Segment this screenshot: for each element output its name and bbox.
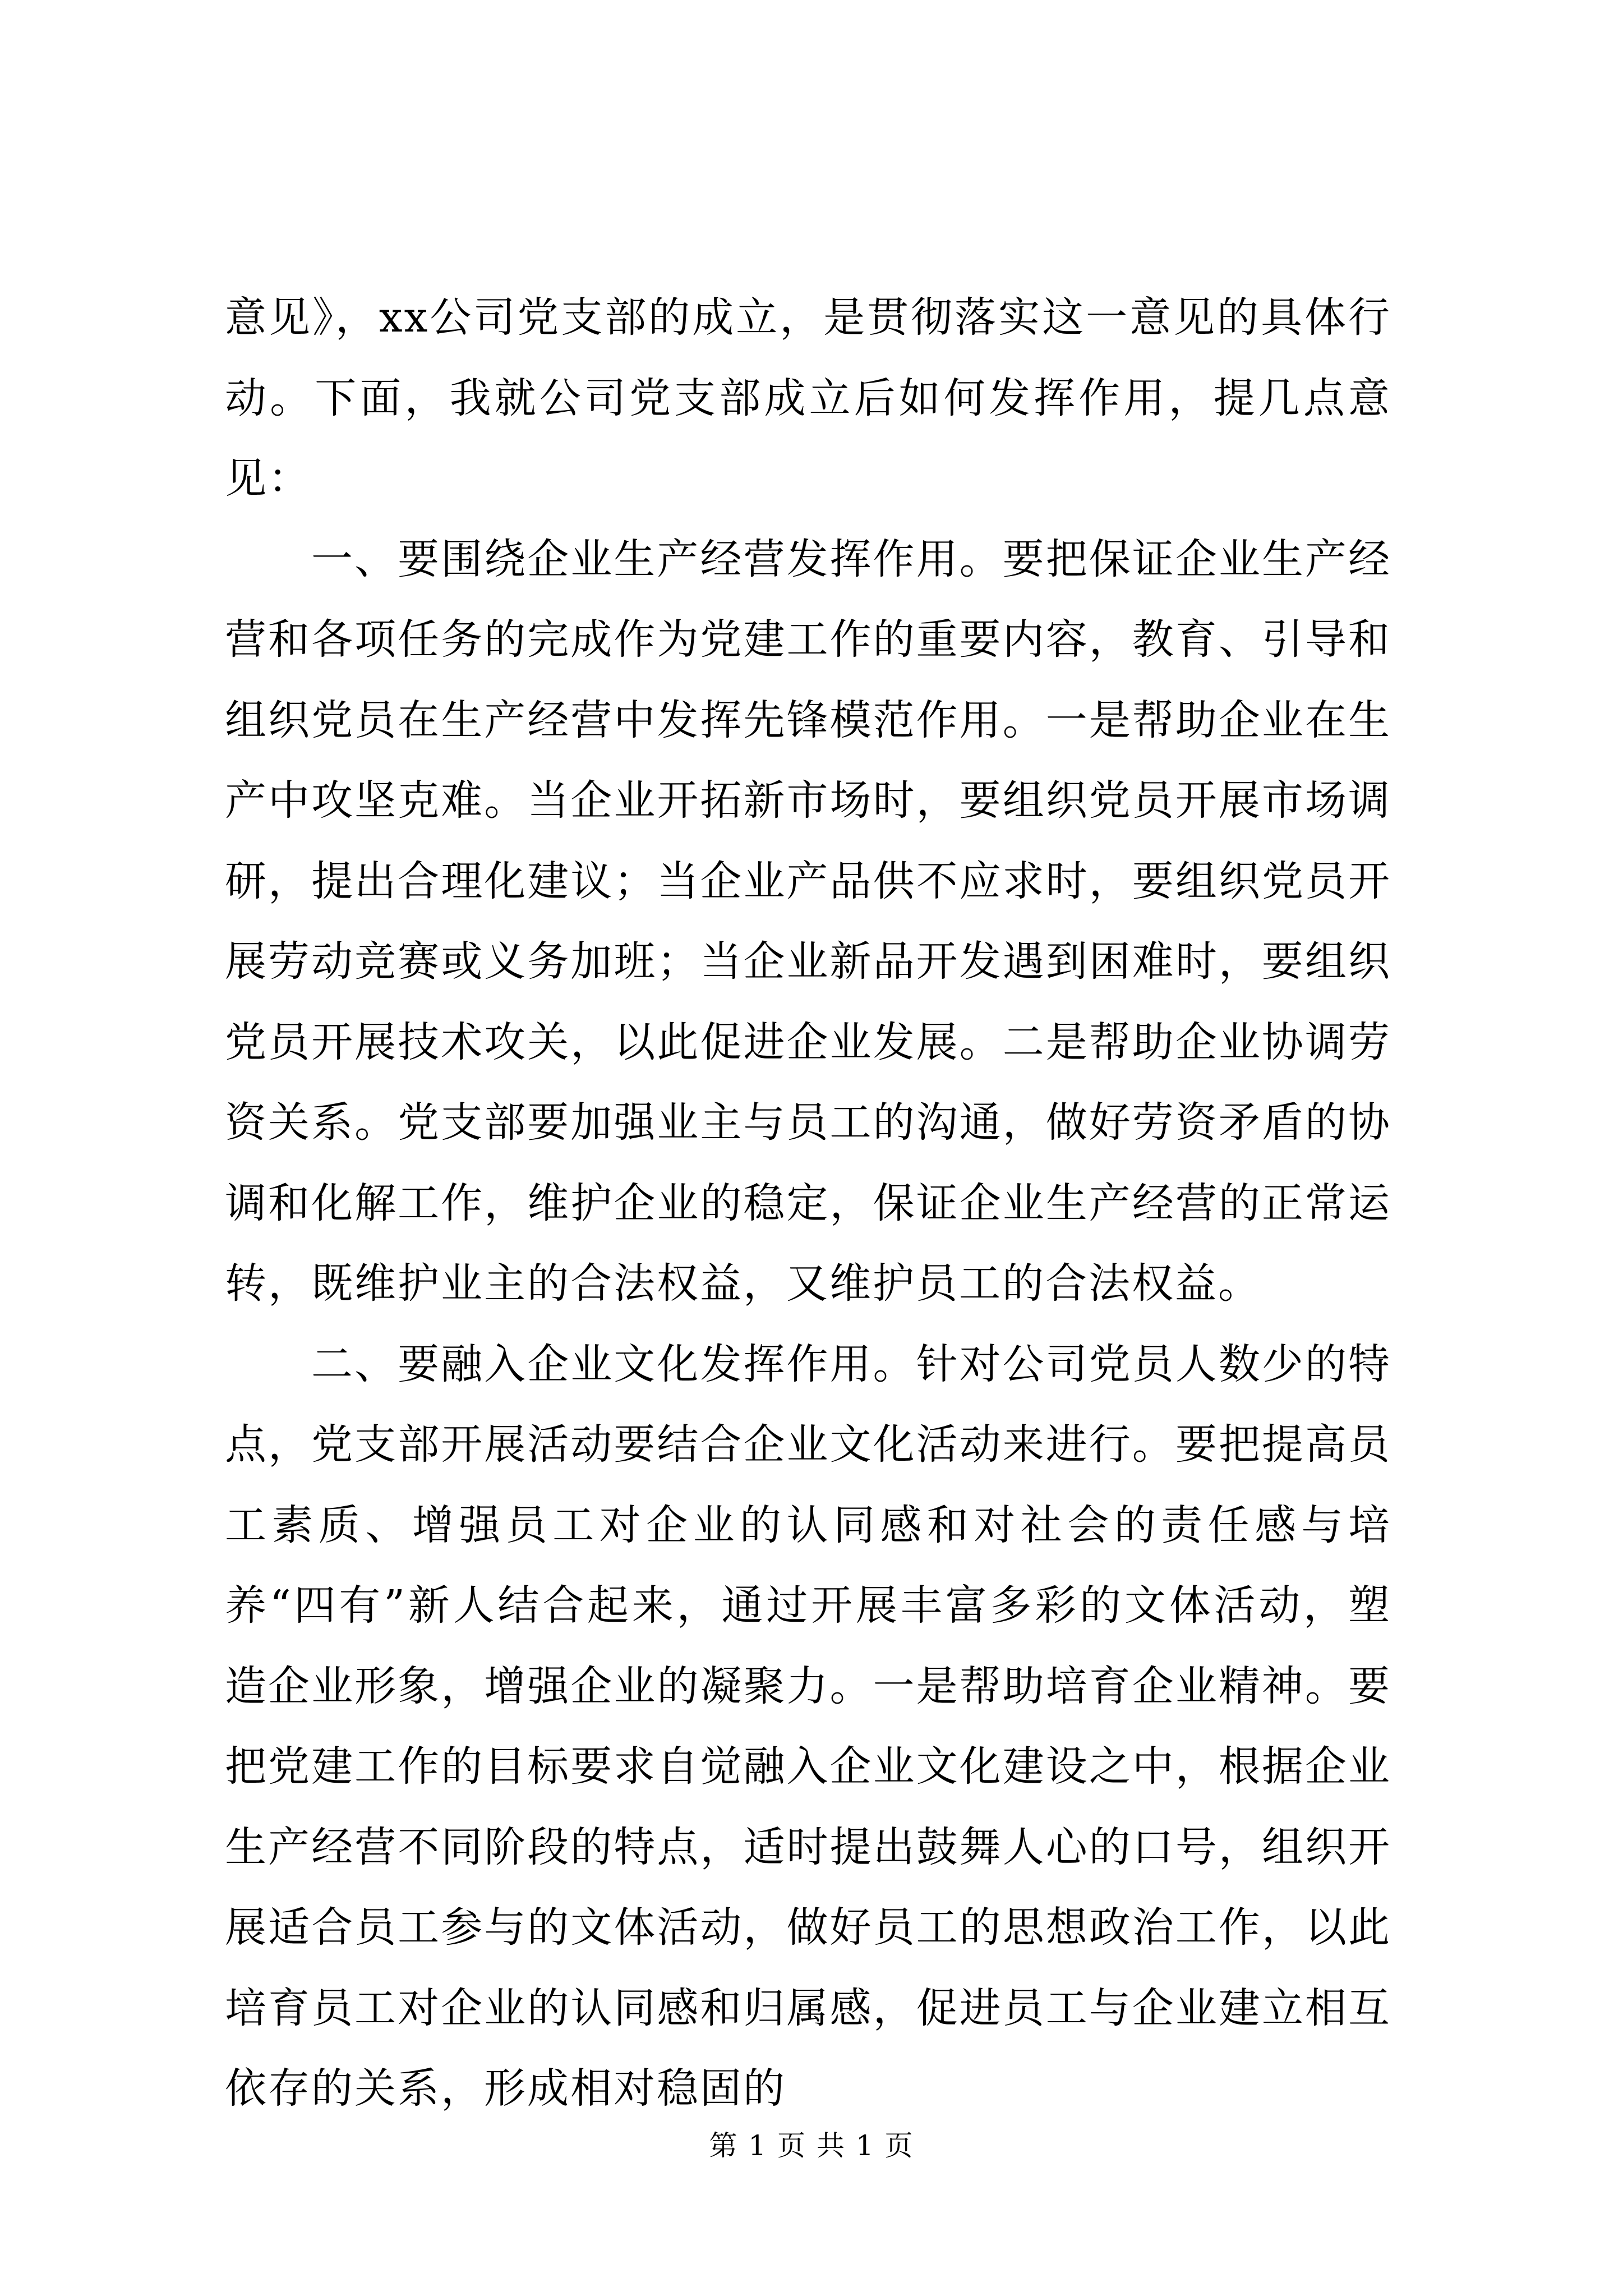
page-footer: 第 1 页 共 1 页: [709, 2129, 914, 2162]
document-body: [225, 278, 1391, 2129]
body-paragraph-3: 二、要融入企业文化发挥作用。针对公司党员人数少的特点，党支部开展活动要结合企业文化活动来进行。要把提高员工素质、增强员工对企业的认同感和对社会的责任感与培养“四有”新人结合起来，通过开展丰富多彩的文体活动，塑造企业形象，增强企业的凝聚力。一是帮助培育企业精神。要把党建工作的目标要求自觉融入企业文化建设之中，根据企业生产经营不同阶段的特点，适时提出鼓舞人心的口号，组织开展适合员工参与的文体活动，做好员工的思想政治工作，以此培育员工对企业的认同感和归属感，促进员工与企业建立相互依存的关系，形成相对稳固的: [225, 1340, 1391, 2113]
body-paragraph-1: 意见》，xx公司党支部的成立，是贯彻落实这一意见的具体行动。下面，我就公司党支部成立后如何发挥作用，提几点意见：: [225, 293, 1391, 503]
body-paragraph-2: 一、要围绕企业生产经营发挥作用。要把保证企业生产经营和各项任务的完成作为党建工作的重要内容，教育、引导和组织党员在生产经营中发挥先锋模范作用。一是帮助企业在生产中攻坚克难。当企业开拓新市场时，要组织党员开展市场调研，提出合理化建议；当企业产品供不应求时，要组织党员开展劳动竞赛或义务加班；当企业新品开发遇到困难时，要组织党员开展技术攻关，以此促进企业发展。二是帮助企业协调劳资关系。党支部要加强业主与员工的沟通，做好劳资矛盾的协调和化解工作，维护企业的稳定，保证企业生产经营的正常运转，既维护业主的合法权益，又维护员工的合法权益。: [225, 535, 1391, 1308]
